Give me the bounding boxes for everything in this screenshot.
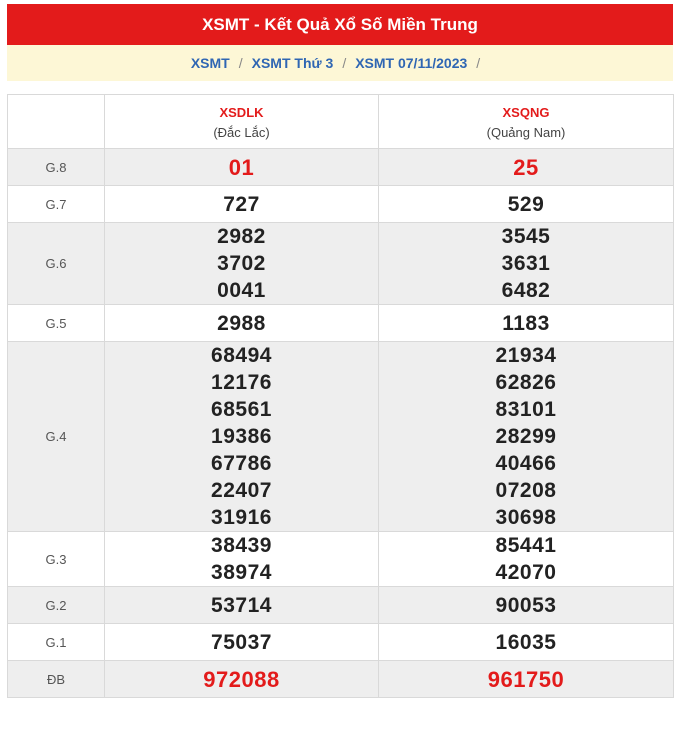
table-row [8, 624, 674, 661]
prize-number: 62826 [495, 371, 557, 394]
prize-label: G.2 [8, 587, 105, 624]
prize-number: 07208 [495, 479, 557, 502]
prize-number: 2982 [217, 225, 266, 248]
prize-label: ĐB [8, 661, 105, 698]
breadcrumb-link-xsmt[interactable]: XSMT [190, 55, 230, 71]
prize-number: 68494 [211, 344, 272, 367]
table-row [8, 532, 674, 587]
prize-number: 01 [228, 154, 255, 180]
prize-number: 38974 [211, 561, 272, 584]
prize-cell [105, 223, 379, 305]
prize-label: G.1 [8, 624, 105, 661]
table-row [8, 186, 674, 223]
prize-cell [105, 624, 379, 661]
prize-number: 22407 [211, 479, 272, 502]
prize-number: 3702 [217, 252, 266, 275]
prize-number: 529 [507, 192, 545, 216]
prize-number: 21934 [495, 344, 557, 367]
prize-number: 68561 [211, 398, 272, 421]
table-row [8, 342, 674, 532]
prize-cell [379, 624, 674, 661]
page-header [7, 4, 673, 45]
prize-number: 75037 [211, 630, 272, 654]
prize-number: 28299 [495, 425, 557, 448]
prize-number: 961750 [487, 666, 565, 692]
prize-number: 38439 [211, 534, 272, 557]
province-code-link[interactable]: XSQNG [502, 104, 550, 120]
table-row [8, 587, 674, 624]
prize-number: 1183 [502, 311, 550, 335]
prize-number: 0041 [217, 279, 266, 302]
prize-cell [105, 587, 379, 624]
table-header-row [8, 95, 674, 149]
prize-column-header [8, 95, 105, 149]
prize-label: G.5 [8, 305, 105, 342]
page-title: XSMT - Kết Quả Xổ Số Miền Trung [202, 14, 478, 34]
prize-number: 85441 [495, 534, 557, 557]
prize-cell [105, 342, 379, 532]
province-code-link[interactable]: XSDLK [219, 104, 264, 120]
prize-cell [105, 149, 379, 186]
table-row [8, 149, 674, 186]
prize-label: G.3 [8, 532, 105, 587]
prize-label: G.6 [8, 223, 105, 305]
prize-number: 972088 [203, 666, 280, 692]
prize-cell [379, 587, 674, 624]
prize-number: 30698 [495, 506, 557, 529]
prize-cell [379, 186, 674, 223]
prize-label: G.7 [8, 186, 105, 223]
prize-cell [379, 661, 674, 698]
prize-rows [8, 149, 674, 698]
table-row [8, 223, 674, 305]
province-name: (Quảng Nam) [486, 124, 566, 140]
breadcrumb-separator: / [238, 55, 243, 71]
prize-number: 83101 [495, 398, 557, 421]
breadcrumb [7, 45, 673, 81]
prize-cell [379, 342, 674, 532]
prize-number: 90053 [495, 593, 557, 617]
prize-number: 12176 [211, 371, 272, 394]
prize-cell [105, 532, 379, 587]
prize-number: 727 [223, 192, 260, 216]
breadcrumb-link-xsmt-thu-3[interactable]: XSMT Thứ 3 [251, 55, 334, 71]
prize-number: 6482 [501, 279, 551, 302]
prize-cell [105, 661, 379, 698]
prize-number: 3545 [501, 225, 551, 248]
province-header-dlk [105, 95, 379, 149]
prize-number: 31916 [211, 506, 272, 529]
table-row [8, 305, 674, 342]
prize-number: 67786 [211, 452, 272, 475]
breadcrumb-separator: / [342, 55, 347, 71]
prize-number: 53714 [211, 593, 272, 617]
prize-cell [105, 186, 379, 223]
prize-number: 40466 [495, 452, 557, 475]
table-row [8, 661, 674, 698]
results-table [7, 94, 674, 698]
prize-label: G.4 [8, 342, 105, 532]
breadcrumb-link-xsmt-date[interactable]: XSMT 07/11/2023 [355, 55, 468, 71]
prize-cell [379, 532, 674, 587]
prize-number: 42070 [495, 561, 557, 584]
breadcrumb-separator: / [476, 55, 481, 71]
province-name: (Đắc Lắc) [213, 124, 270, 140]
prize-number: 2988 [217, 311, 266, 335]
prize-cell [379, 223, 674, 305]
prize-cell [379, 149, 674, 186]
prize-cell [379, 305, 674, 342]
prize-number: 16035 [495, 630, 557, 654]
prize-label: G.8 [8, 149, 105, 186]
prize-number: 3631 [501, 252, 551, 275]
prize-number: 25 [513, 154, 539, 180]
province-header-qng [379, 95, 674, 149]
prize-cell [105, 305, 379, 342]
prize-number: 19386 [211, 425, 272, 448]
